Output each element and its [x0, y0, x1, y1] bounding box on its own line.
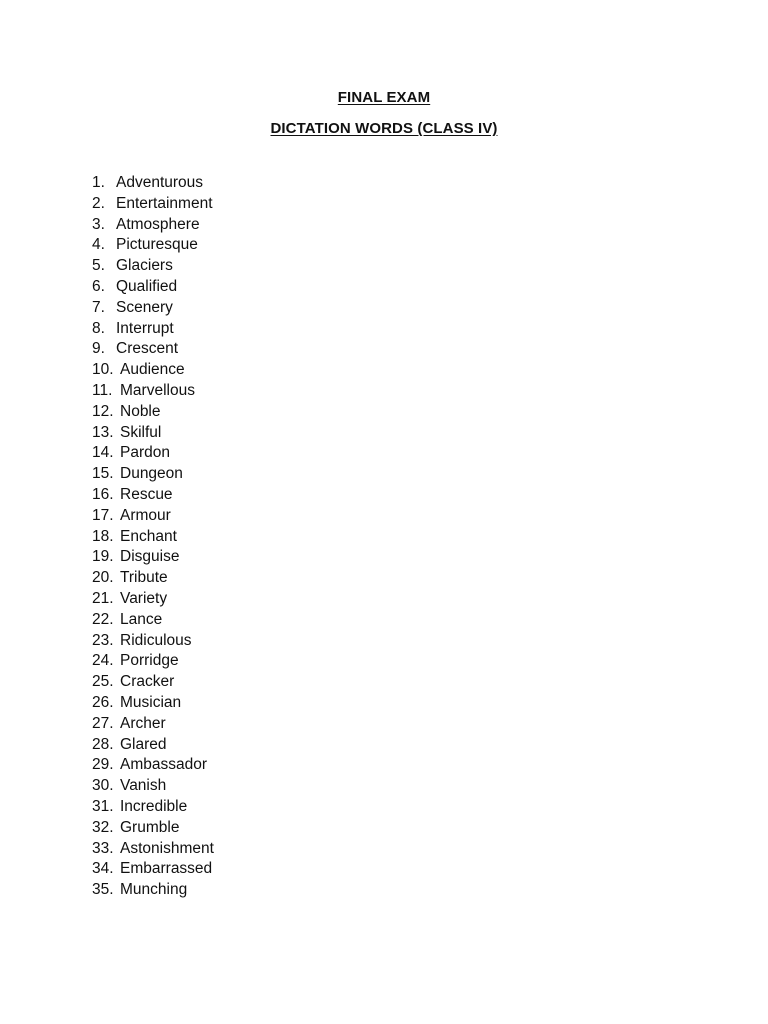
word-number: 12.	[92, 402, 114, 420]
word-number: 9.	[92, 340, 105, 358]
word-text: Astonishment	[120, 839, 214, 857]
word-text: Ridiculous	[120, 631, 192, 649]
word-number: 4.	[92, 236, 105, 254]
word-text: Interrupt	[116, 319, 174, 337]
word-text: Vanish	[120, 777, 167, 795]
word-list-item	[92, 381, 214, 402]
word-list-item	[92, 755, 214, 776]
word-list-item	[92, 256, 214, 277]
word-number: 33.	[92, 839, 114, 857]
word-number: 24.	[92, 652, 114, 670]
word-list-item	[92, 277, 214, 298]
word-number: 34.	[92, 860, 114, 878]
word-text: Dungeon	[120, 465, 183, 483]
word-number: 18.	[92, 527, 114, 545]
word-number: 2.	[92, 194, 105, 212]
word-list-item	[92, 194, 214, 215]
word-number: 31.	[92, 797, 114, 815]
word-list-item	[92, 776, 214, 797]
word-list-item	[92, 880, 214, 901]
word-list-item	[92, 735, 214, 756]
word-text: Archer	[120, 714, 166, 732]
word-text: Enchant	[120, 527, 177, 545]
word-list-item	[92, 547, 214, 568]
word-number: 10.	[92, 361, 114, 379]
word-number: 28.	[92, 735, 114, 753]
word-number: 29.	[92, 756, 114, 774]
word-list-item	[92, 672, 214, 693]
word-list-item	[92, 319, 214, 340]
word-number: 3.	[92, 215, 105, 233]
word-number: 27.	[92, 714, 114, 732]
word-list-item	[92, 173, 214, 194]
word-number: 8.	[92, 319, 105, 337]
word-text: Armour	[120, 506, 171, 524]
word-list-item	[92, 818, 214, 839]
word-number: 35.	[92, 881, 114, 899]
word-list-item	[92, 339, 214, 360]
word-text: Cracker	[120, 673, 175, 691]
word-number: 14.	[92, 444, 114, 462]
word-list-item	[92, 215, 214, 236]
word-list-item	[92, 402, 214, 423]
word-number: 30.	[92, 777, 114, 795]
word-number: 23.	[92, 631, 114, 649]
dictation-word-list	[92, 173, 214, 901]
word-number: 1.	[92, 174, 105, 191]
word-number: 6.	[92, 277, 105, 295]
word-number: 13.	[92, 423, 114, 441]
word-number: 20.	[92, 569, 114, 587]
word-list-item	[92, 631, 214, 652]
word-list-item	[92, 589, 214, 610]
word-list-item	[92, 651, 214, 672]
word-text: Porridge	[120, 652, 179, 670]
word-list-item	[92, 506, 214, 527]
word-list-item	[92, 298, 214, 319]
word-list-item	[92, 443, 214, 464]
word-number: 11.	[92, 381, 113, 399]
word-list-item	[92, 527, 214, 548]
word-text: Variety	[120, 589, 168, 607]
word-text: Adventurous	[116, 174, 204, 191]
word-number: 25.	[92, 673, 114, 691]
word-text: Audience	[120, 361, 185, 379]
word-number: 15.	[92, 465, 114, 483]
document-title: FINAL EXAM	[337, 89, 431, 106]
word-text: Musician	[120, 693, 182, 711]
word-text: Atmosphere	[116, 215, 200, 233]
word-text: Disguise	[120, 548, 180, 566]
word-text: Ambassador	[120, 756, 208, 774]
word-list-item	[92, 485, 214, 506]
word-number: 17.	[92, 506, 114, 524]
word-text: Tribute	[120, 569, 168, 587]
word-number: 16.	[92, 485, 114, 503]
word-list-item	[92, 797, 214, 818]
word-list-item	[92, 693, 214, 714]
word-text: Picturesque	[116, 236, 198, 254]
word-number: 32.	[92, 818, 114, 836]
word-text: Pardon	[120, 444, 170, 462]
word-list-item	[92, 568, 214, 589]
word-text: Rescue	[120, 485, 173, 503]
word-text: Incredible	[120, 797, 188, 815]
word-list-item	[92, 839, 214, 860]
word-text: Crescent	[116, 340, 179, 358]
word-number: 7.	[92, 298, 105, 316]
word-number: 26.	[92, 693, 114, 711]
word-text: Glared	[120, 735, 167, 753]
document-subtitle: DICTATION WORDS (CLASS IV)	[270, 120, 498, 137]
word-text: Marvellous	[120, 381, 195, 399]
word-text: Lance	[120, 610, 163, 628]
word-text: Embarrassed	[120, 860, 213, 878]
word-list-item	[92, 360, 214, 381]
word-text: Noble	[120, 402, 161, 420]
word-list-item	[92, 235, 214, 256]
word-text: Scenery	[116, 298, 173, 316]
word-number: 22.	[92, 610, 114, 628]
word-list-item	[92, 464, 214, 485]
word-number: 21.	[92, 589, 114, 607]
word-number: 19.	[92, 548, 114, 566]
word-list-item	[92, 610, 214, 631]
word-number: 5.	[92, 257, 105, 275]
word-list-item	[92, 423, 214, 444]
word-text: Skilful	[120, 423, 162, 441]
word-text: Qualified	[116, 277, 178, 295]
word-text: Entertainment	[116, 194, 213, 212]
word-text: Glaciers	[116, 257, 173, 275]
word-list-item	[92, 859, 214, 880]
word-text: Grumble	[120, 818, 180, 836]
word-text: Munching	[120, 881, 188, 899]
word-list-item	[92, 714, 214, 735]
